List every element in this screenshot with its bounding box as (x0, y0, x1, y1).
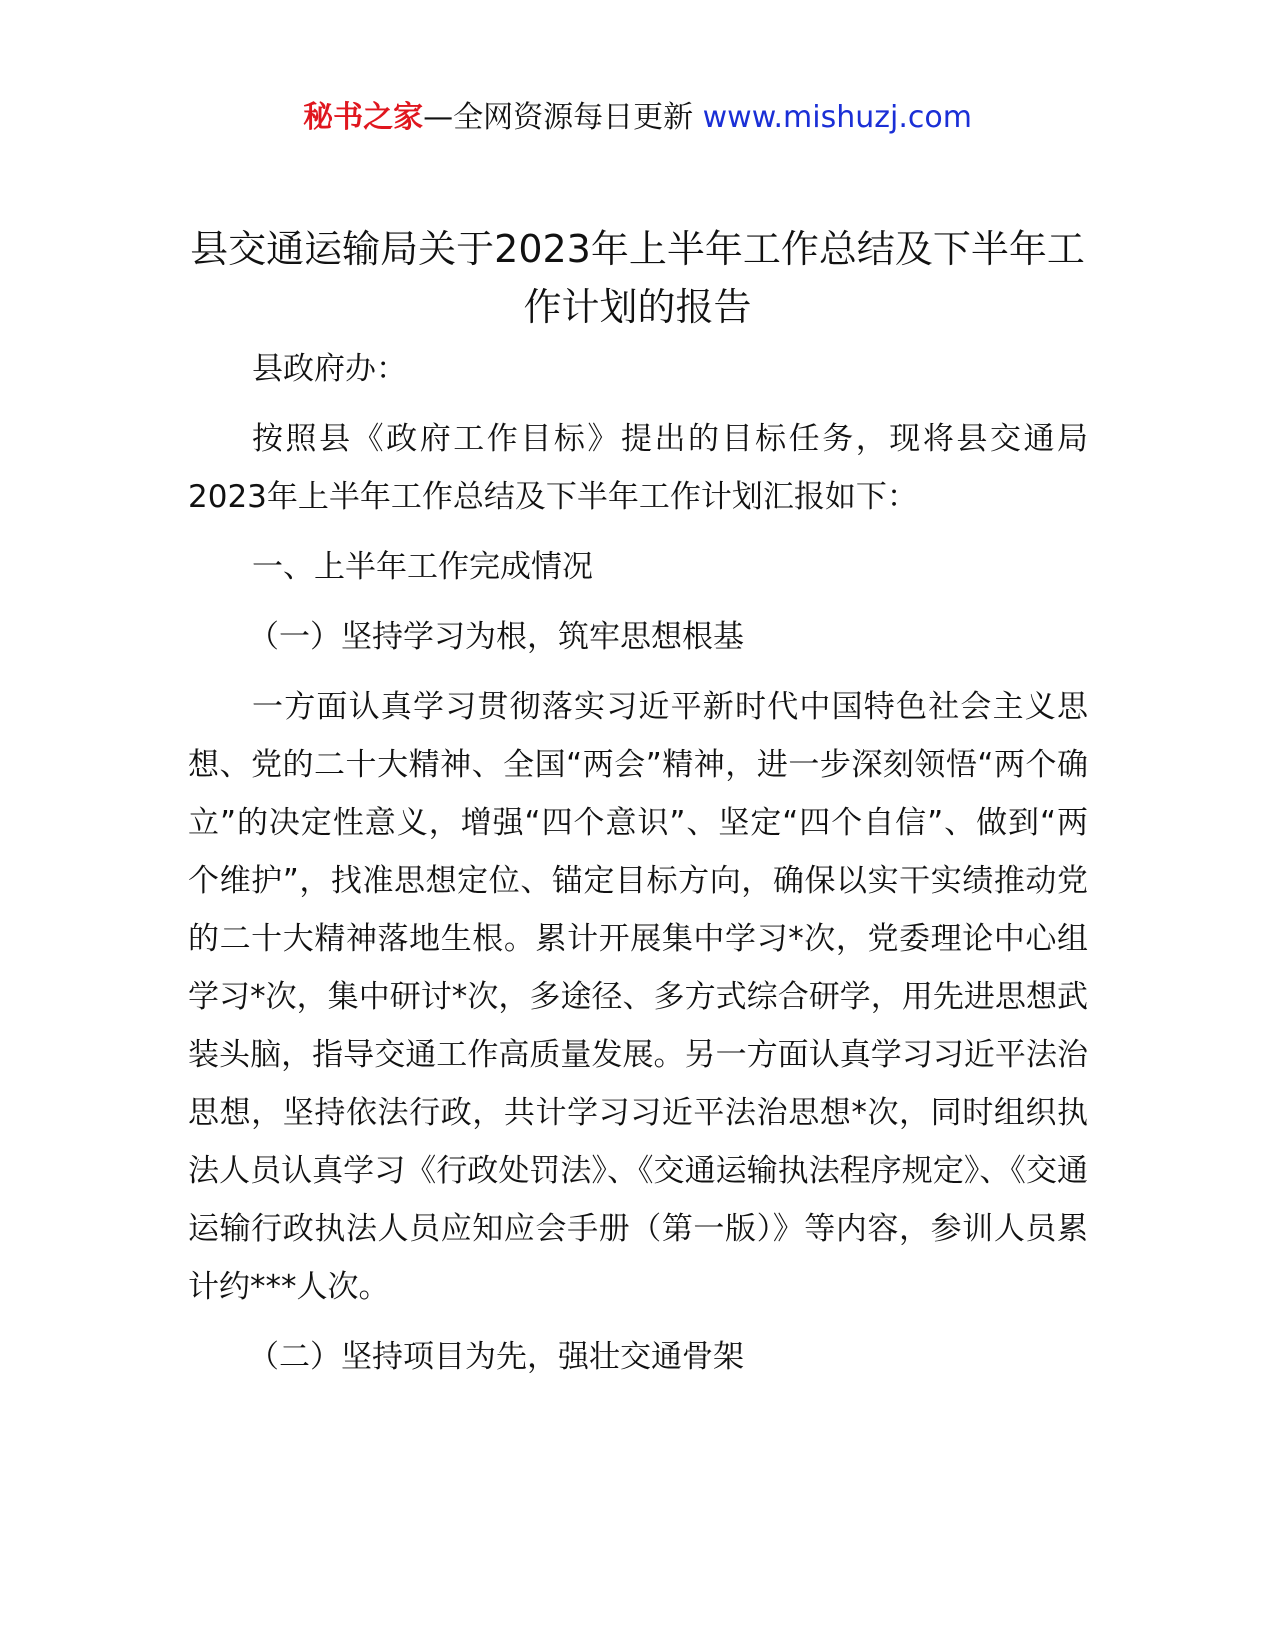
body-paragraph-1: 一方面认真学习贯彻落实习近平新时代中国特色社会主义思想、党的二十大精神、全国“两会”精神，进一步深刻领悟“两个确立”的决定性意义，增强“四个意识”、坚定“四个自信”、做到“两个维护”，找准思想定位、锚定目标方向，确保以实干实绩推动党的二十大精神落地生根。累计开展集中学习*次，党委理论中心组学习*次，集中研讨*次，多途径、多方式综合研学，用先进思想武装头脑，指导交通工作高质量发展。另一方面认真学习习近平法治思想，坚持依法行政，共计学习习近平法治思想*次，同时组织执法人员认真学习《行政处罚法》、《交通运输执法程序规定》、《交通运输行政执法人员应知应会手册（第一版）》等内容，参训人员累计约***人次。 (188, 689, 1088, 1305)
document-body (188, 340, 1088, 1398)
subsection-heading-1: （一）坚持学习为根，筑牢思想根基 (248, 619, 744, 655)
intro-paragraph: 按照县《政府工作目标》提出的目标任务，现将县交通局2023年上半年工作总结及下半年工作计划汇报如下： (188, 421, 1088, 515)
site-tagline: —全网资源每日更新 (423, 100, 703, 135)
site-url-link[interactable]: www.mishuzj.com (702, 100, 972, 135)
section-heading-1: 一、上半年工作完成情况 (252, 549, 593, 585)
site-header (0, 98, 1275, 138)
document-title: 县交通运输局关于2023年上半年工作总结及下半年工作计划的报告 (190, 227, 1085, 329)
salutation: 县政府办： (252, 351, 407, 387)
subsection-heading-2: （二）坚持项目为先，强壮交通骨架 (248, 1339, 744, 1375)
site-brand: 秘书之家 (303, 100, 424, 135)
